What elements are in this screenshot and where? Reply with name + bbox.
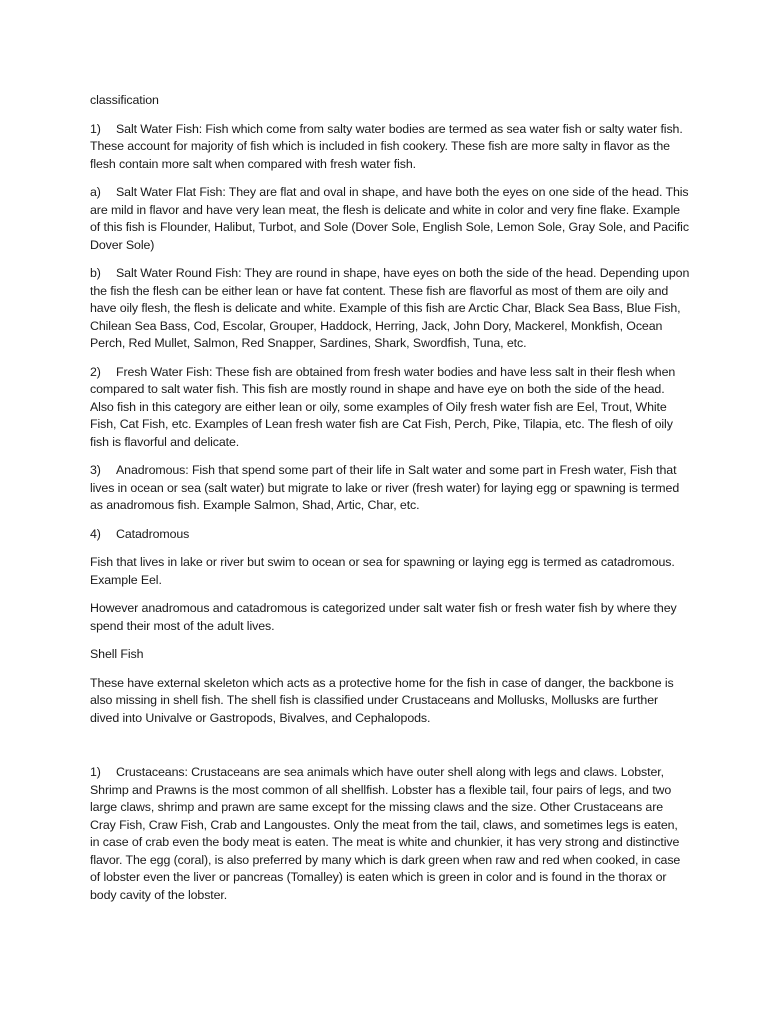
list-marker: 4) <box>90 526 101 541</box>
however-paragraph: However anadromous and catadromous is categorized under salt water fish or fresh water fish by where they spend their most of the adult lives. <box>90 601 677 633</box>
list-marker: 3) <box>90 463 101 477</box>
list-marker: b) <box>90 266 101 280</box>
list-item-text: Salt Water Flat Fish: They are flat and oval in shape, and have both the eyes on one side of the head. This are mild in flavor and have very lean meat, the flesh is delicate and white in color and very fine flake. Example of this fish is Flounder, Halibut, Turbot, and Sole (Dover Sole, English Sole, Lemon Sole, Gray Sole, and Pacific Dover Sole) <box>90 185 689 252</box>
list-item-anadromous <box>90 462 690 515</box>
list-item-text: Fresh Water Fish: These fish are obtained from fresh water bodies and have less salt in their flesh when compared to salt water fish. This fish are mostly round in shape and have eye on both the side of the head. Also fish in this category are either lean or oily, some examples of Oily fresh water fish are Eel, Trout, White Fish, Cat Fish, etc. Examples of Lean fresh water fish are Cat Fish, Perch, Pike, Tilapia, etc. The flesh of oily fish is flavorful and delicate. <box>90 364 676 449</box>
list-marker: 1) <box>90 121 101 136</box>
list-item-text: Salt Water Round Fish: They are round in shape, have eyes on both the side of the head. Depending upon the fish the flesh can be either lean or have fat content. These fish are flavorful as most of them are oily and have oily flesh, the flesh is delicate and white. Example of this fish are Arctic Char, Black Sea Bass, Blue Fish, Chilean Sea Bass, Cod, Escolar, Grouper, Haddock, Herring, Jack, John Dory, Mackerel, Monkfish, Ocean Perch, Red Mullet, Salmon, Red Snapper, Sardines, Shark, Swordfish, Tuna, etc. <box>90 266 690 350</box>
list-item-fresh-water-fish <box>90 364 690 452</box>
list-item-text: Salt Water Fish: Fish which come from salty water bodies are termed as sea water fish or salty water fish. These account for majority of fish which is included in fish cookery. These fish are more salty in flavor as the flesh contain more salt when compared with fresh water fish. <box>90 121 683 171</box>
list-item-salt-water-flat-fish <box>90 184 690 254</box>
list-item-text: Catadromous <box>116 526 190 541</box>
shellfish-paragraph: These have external skeleton which acts as a protective home for the fish in case of danger, the backbone is also missing in shell fish. The shell fish is classified under Crustaceans and Mollusks, Mollusks are further dived into Univalve or Gastropods, Bivalves, and Cephalopods. <box>90 675 674 725</box>
list-item-crustaceans <box>90 764 690 904</box>
list-item-salt-water-fish <box>90 121 690 174</box>
list-marker: 1) <box>90 765 101 779</box>
blank-line <box>90 738 690 764</box>
list-marker: a) <box>90 185 101 199</box>
list-marker: 2) <box>90 364 101 379</box>
list-item-text: Crustaceans: Crustaceans are sea animals which have outer shell along with legs and claws. Lobster, Shrimp and Prawns is the most common of all shellfish. Lobster has a flexible tail, four pairs of legs, and two large claws, shrimp and prawn are same except for the missing claws and the size. Other Crustaceans are Cray Fish, Craw Fish, Crab and Langoustes. Only the meat from the tail, claws, and sometimes legs is eaten, in case of crab even the body meat is eaten. The meat is white and chunkier, it has very strong and distinctive flavor. The egg (coral), is also preferred by many which is dark green when raw and red when cooked, in case of lobster even the liver or pancreas (Tomalley) is eaten which is green in color and is found in the thorax or body cavity of the lobster. <box>90 765 681 902</box>
shellfish-heading: Shell Fish <box>90 647 144 661</box>
list-item-text: Anadromous: Fish that spend some part of their life in Salt water and some part in Fresh water, Fish that lives in ocean or sea (salt water) but migrate to lake or river (fresh water) for laying egg or spawning is termed as anadromous fish. Example Salmon, Shad, Artic, Char, etc. <box>90 463 680 512</box>
document-heading: classification <box>90 93 159 107</box>
document-page <box>90 92 690 915</box>
catadromous-paragraph: Fish that lives in lake or river but swim to ocean or sea for spawning or laying egg is termed as catadromous. Example Eel. <box>90 555 675 587</box>
list-item-salt-water-round-fish <box>90 265 690 353</box>
list-item-catadromous <box>90 526 690 544</box>
